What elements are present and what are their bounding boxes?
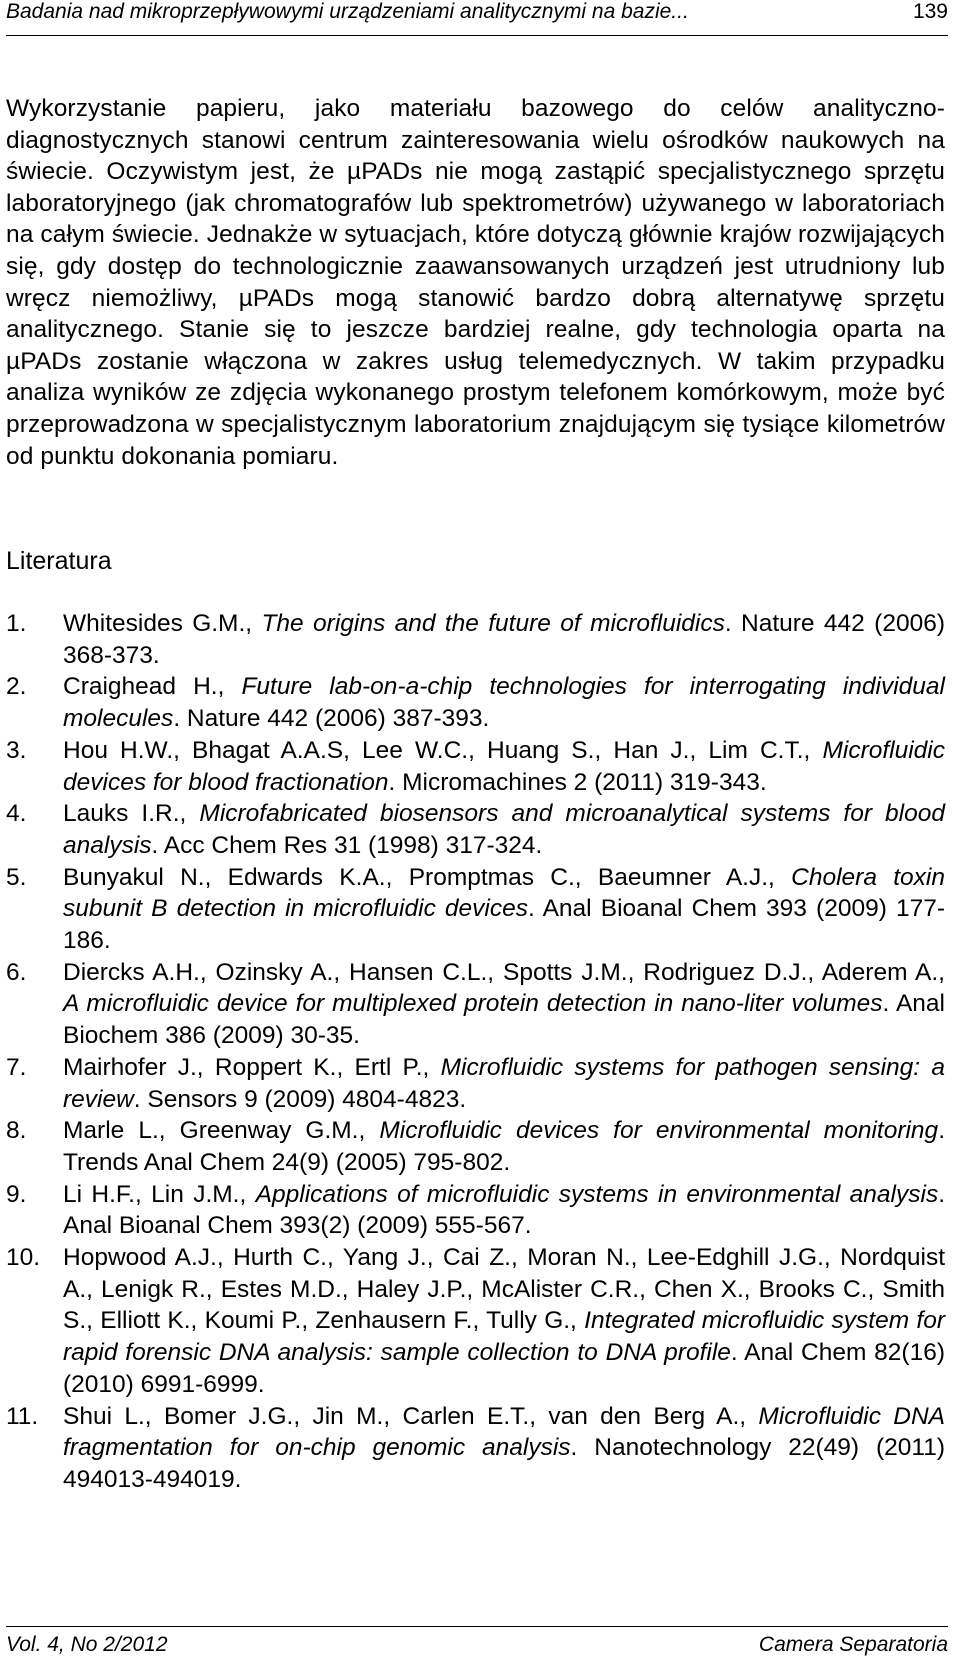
reference-number: 1.: [6, 610, 27, 637]
reference-title: Microfabricated biosensors and microanalytical systems for blood analysis: [63, 800, 945, 859]
reference-title: A microfluidic device for multiplexed protein detection in nano-liter volumes: [63, 990, 883, 1018]
reference-authors: Whitesides G.M.,: [63, 610, 262, 637]
reference-item: [6, 1115, 945, 1178]
reference-number: 8.: [6, 1117, 27, 1145]
reference-authors: Hou H.W., Bhagat A.A.S, Lee W.C., Huang S., Han J., Lim C.T.,: [63, 736, 823, 764]
reference-title: Microfluidic devices for blood fractionation: [63, 736, 945, 796]
reference-number: 7.: [6, 1053, 27, 1081]
reference-item: [6, 957, 945, 1052]
running-footer: [6, 1632, 948, 1658]
reference-title: Integrated microfluidic system for rapid forensic DNA analysis: sample collection to DNA profile: [63, 1307, 945, 1367]
reference-source: . Anal Bioanal Chem 393(2) (2009) 555-567.: [63, 1180, 946, 1240]
reference-item: [6, 1179, 945, 1242]
reference-source: . Anal Chem 82(16) (2010) 6991-6999.: [63, 1339, 945, 1398]
reference-source: . Anal Bioanal Chem 393 (2009) 177-186.: [63, 895, 945, 955]
reference-number: 5.: [6, 863, 27, 891]
reference-authors: Diercks A.H., Ozinsky A., Hansen C.L., Spotts J.M., Rodriguez D.J., Aderem A.,: [63, 958, 945, 986]
reference-authors: Hopwood A.J., Hurth C., Yang J., Cai Z., Moran N., Lee-Edghill J.G., Nordquist A., Lenigk R., Estes M.D., Haley J.P., McAlister C.R., Chen X., Brooks C., Smith S., Elliott K., Koumi P., Zenhausern F., Tully G.,: [63, 1244, 945, 1335]
reference-title: Microfluidic systems for pathogen sensing: a review: [63, 1053, 945, 1113]
reference-authors: Craighead H.,: [63, 673, 242, 701]
reference-number: 11.: [6, 1402, 39, 1430]
reference-number: 10.: [6, 1244, 41, 1272]
body-paragraph: Wykorzystanie papieru, jako materiału bazowego do celów analityczno-diagnostycznych stanowi centrum zainteresowania wielu ośrodków naukowych na świecie. Oczywistym jest, że µPADs nie mogą zastąpić specjalistycznego sprzętu laboratoryjnego (jak chromatografów lub spektrometrów) używanego w laboratoriach na całym świecie. Jednakże w sytuacjach, które dotyczą głównie krajów rozwijających się, gdy dostęp do technologicznie zaawansowanych urządzeń jest utrudniony lub wręcz niemożliwy, µPADs mogą stanowić bardzo dobrą alternatywę sprzętu analitycznego. Stanie się to jeszcze bardziej realne, gdy technologia oparta na µPADs zostanie włączona w zakres usług telemedycznych. W takim przypadku analiza wyników ze zdjęcia wykonanego prostym telefonem komórkowym, może być przeprowadzona w specjalistycznym laboratorium znajdującym się tysiące kilometrów od punktu dokonania pomiaru.: [6, 95, 945, 470]
reference-item: [6, 608, 945, 671]
reference-source: . Anal Biochem 386 (2009) 30-35.: [63, 990, 945, 1050]
reference-source: . Acc Chem Res 31 (1998) 317-324.: [151, 831, 543, 859]
running-title: Badania nad mikroprzepływowymi urządzeniami analitycznymi na bazie...: [6, 0, 689, 23]
journal-name: Camera Separatoria: [758, 1633, 948, 1656]
reference-source: . Micromachines 2 (2011) 319-343.: [388, 768, 767, 796]
reference-number: 9.: [6, 1180, 27, 1208]
footer-divider: [6, 1626, 948, 1627]
reference-number: 2.: [6, 673, 27, 701]
reference-authors: Lauks I.R.,: [63, 800, 200, 828]
reference-number: 4.: [6, 800, 27, 828]
header-divider: [6, 35, 948, 36]
reference-source: . Nanotechnology 22(49) (2011) 494013-494019.: [63, 1434, 945, 1493]
reference-title: Microfluidic devices for environmental monitoring: [379, 1117, 939, 1145]
reference-item: [6, 735, 945, 798]
reference-authors: Mairhofer J., Roppert K., Ertl P.,: [63, 1053, 441, 1081]
reference-authors: Bunyakul N., Edwards K.A., Promptmas C., Baeumner A.J.,: [63, 863, 792, 891]
journal-volume: Vol. 4, No 2/2012: [6, 1633, 168, 1656]
reference-item: [6, 671, 945, 734]
page-number: 139: [912, 0, 948, 23]
reference-title: Microfluidic DNA fragmentation for on-chip genomic analysis: [63, 1402, 946, 1462]
references-heading: Literatura: [6, 547, 112, 575]
reference-title: Cholera toxin subunit B detection in microfluidic devices: [63, 863, 946, 923]
reference-title: Future lab-on-a-chip technologies for interrogating individual molecules: [63, 673, 945, 733]
reference-item: [6, 1401, 945, 1496]
reference-authors: Marle L., Greenway G.M.,: [63, 1117, 380, 1145]
reference-source: . Nature 442 (2006) 387-393.: [173, 705, 490, 733]
reference-number: 6.: [6, 958, 27, 986]
reference-item: [6, 862, 945, 957]
reference-item: [6, 1052, 945, 1115]
references-list: [6, 608, 945, 1496]
reference-authors: Shui L., Bomer J.G., Jin M., Carlen E.T., van den Berg A.,: [63, 1402, 759, 1430]
reference-item: [6, 1242, 945, 1401]
reference-number: 3.: [6, 736, 27, 764]
reference-source: . Trends Anal Chem 24(9) (2005) 795-802.: [63, 1117, 945, 1176]
reference-source: . Sensors 9 (2009) 4804-4823.: [133, 1085, 467, 1113]
reference-source: . Nature 442 (2006) 368-373.: [63, 610, 945, 669]
reference-title: Applications of microfluidic systems in environmental analysis: [255, 1180, 939, 1208]
reference-item: [6, 798, 945, 861]
reference-title: The origins and the future of microfluidics: [261, 610, 725, 637]
running-header: [6, 0, 948, 24]
reference-authors: Li H.F., Lin J.M.,: [63, 1180, 256, 1208]
